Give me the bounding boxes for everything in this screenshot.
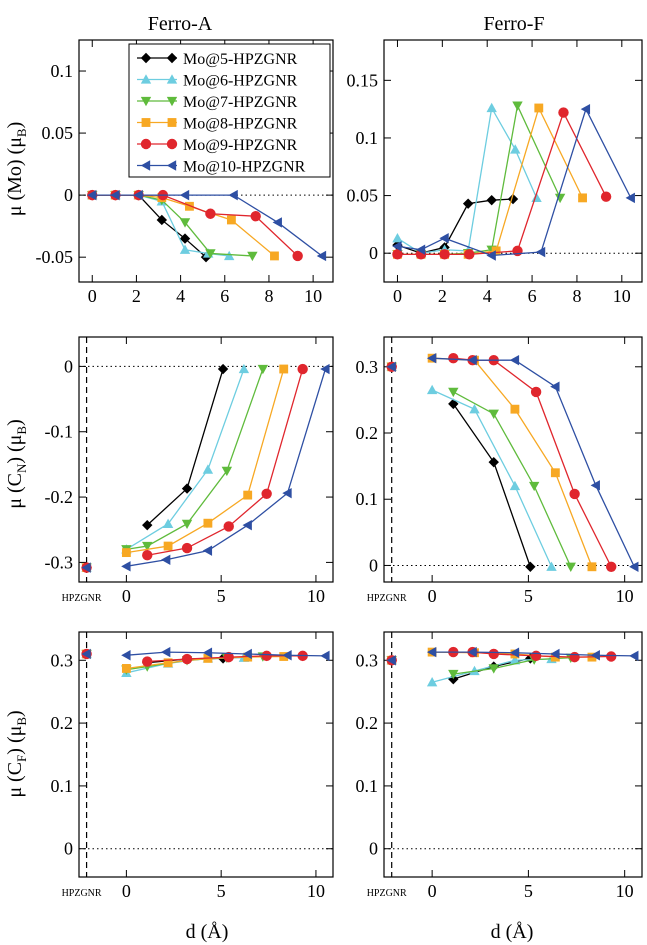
x-tick-label: 10 xyxy=(306,586,325,606)
x-tick-label: 4 xyxy=(482,286,492,306)
data-point xyxy=(464,249,474,259)
data-point xyxy=(227,216,236,225)
x-tick-label: 0 xyxy=(427,881,437,901)
data-point xyxy=(448,353,458,363)
data-point xyxy=(203,545,212,555)
data-point xyxy=(427,385,437,394)
data-point xyxy=(142,550,152,560)
hpzgnr-tick-label: HPZGNR xyxy=(61,888,102,899)
y-axis-label-mo: μ (Mo) $(\mu_B)$ xyxy=(4,121,29,217)
x-tick-label: 5 xyxy=(523,586,533,606)
y-tick-label: 0.05 xyxy=(346,185,378,206)
legend-marker xyxy=(167,139,177,149)
data-point xyxy=(270,252,279,261)
series-line-8 xyxy=(397,108,582,254)
data-point xyxy=(536,247,545,257)
series-line-10 xyxy=(397,109,630,255)
x-tick-label: 10 xyxy=(615,586,634,606)
data-point xyxy=(566,563,576,572)
data-point xyxy=(512,102,522,111)
data-point xyxy=(142,656,152,666)
series-line-6 xyxy=(432,390,551,567)
data-point xyxy=(569,652,579,662)
series-line-7 xyxy=(397,106,560,255)
panel-Mo-FerroF xyxy=(347,40,643,306)
data-point xyxy=(463,198,473,208)
data-point xyxy=(546,562,556,571)
hpzgnr-tick-label: HPZGNR xyxy=(61,593,102,604)
data-point xyxy=(569,489,579,499)
data-point xyxy=(529,482,539,491)
data-point xyxy=(122,664,131,673)
y-tick-label: 0 xyxy=(64,838,73,859)
legend-marker xyxy=(142,118,151,127)
data-point xyxy=(261,651,271,661)
series-line-7 xyxy=(92,195,252,256)
data-point xyxy=(292,251,302,261)
x-tick-label: 2 xyxy=(131,286,141,306)
x-tick-label: 0 xyxy=(87,286,97,306)
data-point xyxy=(180,245,190,254)
x-tick-label: 6 xyxy=(527,286,537,306)
legend-label: Mo@7-HPZGNR xyxy=(183,94,298,111)
data-point xyxy=(510,144,520,153)
x-axis-label-left: d (Å) xyxy=(185,921,229,943)
panel-CN-FerroF xyxy=(356,337,643,606)
data-point xyxy=(531,651,541,661)
x-tick-label: 2 xyxy=(437,286,447,306)
x-tick-label: 8 xyxy=(264,286,274,306)
y-tick-label: 0.2 xyxy=(50,713,73,734)
data-point xyxy=(218,364,228,374)
y-tick-label: 0.1 xyxy=(355,127,378,148)
column-title-ferro-a: Ferro-A xyxy=(147,13,213,35)
hpzgnr-tick-label: HPZGNR xyxy=(366,593,407,604)
plot-frame xyxy=(79,337,333,582)
plot-frame xyxy=(384,40,642,282)
data-point xyxy=(180,190,189,200)
data-point xyxy=(511,405,520,414)
data-point xyxy=(489,457,499,467)
data-point xyxy=(161,647,170,657)
y-tick-label: 0.2 xyxy=(355,423,378,444)
data-point xyxy=(550,381,559,391)
hpzgnr-tick-label: HPZGNR xyxy=(366,888,407,899)
x-tick-label: 10 xyxy=(612,286,631,306)
data-point xyxy=(121,561,130,571)
data-point xyxy=(591,480,600,490)
data-point xyxy=(392,233,402,242)
data-point xyxy=(486,103,496,112)
y-tick-label: 0.3 xyxy=(355,356,378,377)
panel-CN-FerroA xyxy=(45,337,334,606)
data-point xyxy=(182,543,192,553)
data-point xyxy=(510,355,519,365)
data-point xyxy=(182,654,192,664)
panel-CF-FerroA xyxy=(51,632,334,901)
y-tick-label: -0.1 xyxy=(44,421,73,442)
x-tick-label: 0 xyxy=(121,586,131,606)
y-tick-label: 0.3 xyxy=(355,650,378,671)
y-tick-label: 0.1 xyxy=(355,775,378,796)
y-tick-label: 0 xyxy=(64,185,73,206)
y-axis-label-cn: μ $(C_N)$ $(\mu_B)$ xyxy=(4,419,29,509)
y-axis-label-cf: μ $(C_F)$ $(\mu_B)$ xyxy=(4,710,29,798)
y-tick-label: -0.3 xyxy=(44,552,73,573)
data-point xyxy=(203,519,212,528)
data-point xyxy=(297,364,307,374)
data-point xyxy=(448,388,458,397)
x-tick-label: 5 xyxy=(523,881,533,901)
plot-frame xyxy=(384,632,642,877)
legend-label: Mo@10-HPZGNR xyxy=(183,158,306,176)
y-tick-label: 0.1 xyxy=(355,489,378,510)
y-tick-label: 0 xyxy=(369,838,378,859)
panels xyxy=(36,40,643,901)
series-line-5 xyxy=(147,369,223,525)
data-point xyxy=(164,542,173,551)
data-point xyxy=(261,489,271,499)
plot-frame xyxy=(79,632,333,877)
data-point xyxy=(273,217,282,227)
data-point xyxy=(161,555,170,565)
data-point xyxy=(525,562,535,572)
data-point xyxy=(243,491,252,500)
x-tick-label: 10 xyxy=(304,286,323,306)
legend-label: Mo@5-HPZGNR xyxy=(183,51,298,68)
x-tick-label: 10 xyxy=(615,881,634,901)
data-point xyxy=(551,468,560,477)
x-tick-label: 8 xyxy=(572,286,582,306)
plot-frame xyxy=(384,337,642,582)
data-point xyxy=(247,252,257,261)
legend-label: Mo@9-HPZGNR xyxy=(183,137,298,154)
data-point xyxy=(489,410,499,419)
data-point xyxy=(320,651,329,661)
data-point xyxy=(182,520,192,529)
legend-marker xyxy=(141,139,151,149)
data-point xyxy=(489,649,499,659)
x-tick-label: 0 xyxy=(392,286,402,306)
data-point xyxy=(203,464,213,473)
data-point xyxy=(163,519,173,528)
data-point xyxy=(439,233,448,243)
y-tick-label: 0.15 xyxy=(346,70,378,91)
y-tick-label: 0.3 xyxy=(50,650,73,671)
data-point xyxy=(510,481,520,490)
data-point xyxy=(588,562,597,571)
legend xyxy=(129,44,330,177)
y-tick-label: 0.1 xyxy=(50,61,73,82)
data-point xyxy=(228,190,237,200)
legend-label: Mo@6-HPZGNR xyxy=(183,72,298,90)
data-point xyxy=(439,249,449,259)
y-tick-label: 0 xyxy=(369,555,378,576)
data-point xyxy=(626,193,635,203)
x-tick-label: 10 xyxy=(306,881,325,901)
x-tick-label: 6 xyxy=(220,286,230,306)
data-point xyxy=(243,520,252,530)
y-tick-label: 0.1 xyxy=(50,775,73,796)
x-tick-label: 5 xyxy=(216,881,226,901)
data-point xyxy=(531,387,541,397)
data-point xyxy=(578,193,587,202)
y-tick-label: 0 xyxy=(64,356,73,377)
data-point xyxy=(250,211,260,221)
series-line-5 xyxy=(453,404,530,567)
data-point xyxy=(629,562,638,572)
data-point xyxy=(601,192,611,202)
data-point xyxy=(534,104,543,113)
data-point xyxy=(239,364,249,373)
column-title-ferro-f: Ferro-F xyxy=(483,13,545,35)
data-point xyxy=(122,548,131,557)
data-point xyxy=(224,521,234,531)
data-point xyxy=(121,650,130,660)
x-tick-label: 4 xyxy=(176,286,186,306)
data-point xyxy=(205,209,215,219)
x-axis-label-right: d (Å) xyxy=(490,921,534,943)
data-point xyxy=(629,651,638,661)
data-point xyxy=(606,651,616,661)
series-line-6 xyxy=(397,108,536,253)
x-tick-label: 0 xyxy=(427,586,437,606)
data-point xyxy=(279,365,288,374)
legend-marker xyxy=(168,118,177,127)
y-tick-label: -0.2 xyxy=(44,487,73,508)
legend-label: Mo@8-HPZGNR xyxy=(183,115,298,133)
data-point xyxy=(258,365,268,374)
data-point xyxy=(606,562,616,572)
x-tick-label: 5 xyxy=(216,586,226,606)
x-tick-label: 0 xyxy=(121,881,131,901)
y-tick-label: 0.2 xyxy=(355,713,378,734)
data-point xyxy=(486,195,496,205)
y-tick-label: -0.05 xyxy=(35,247,73,268)
data-point xyxy=(558,107,568,117)
y-tick-label: 0 xyxy=(369,243,378,264)
y-tick-label: 0.05 xyxy=(41,123,73,144)
panel-CF-FerroF xyxy=(356,632,643,901)
